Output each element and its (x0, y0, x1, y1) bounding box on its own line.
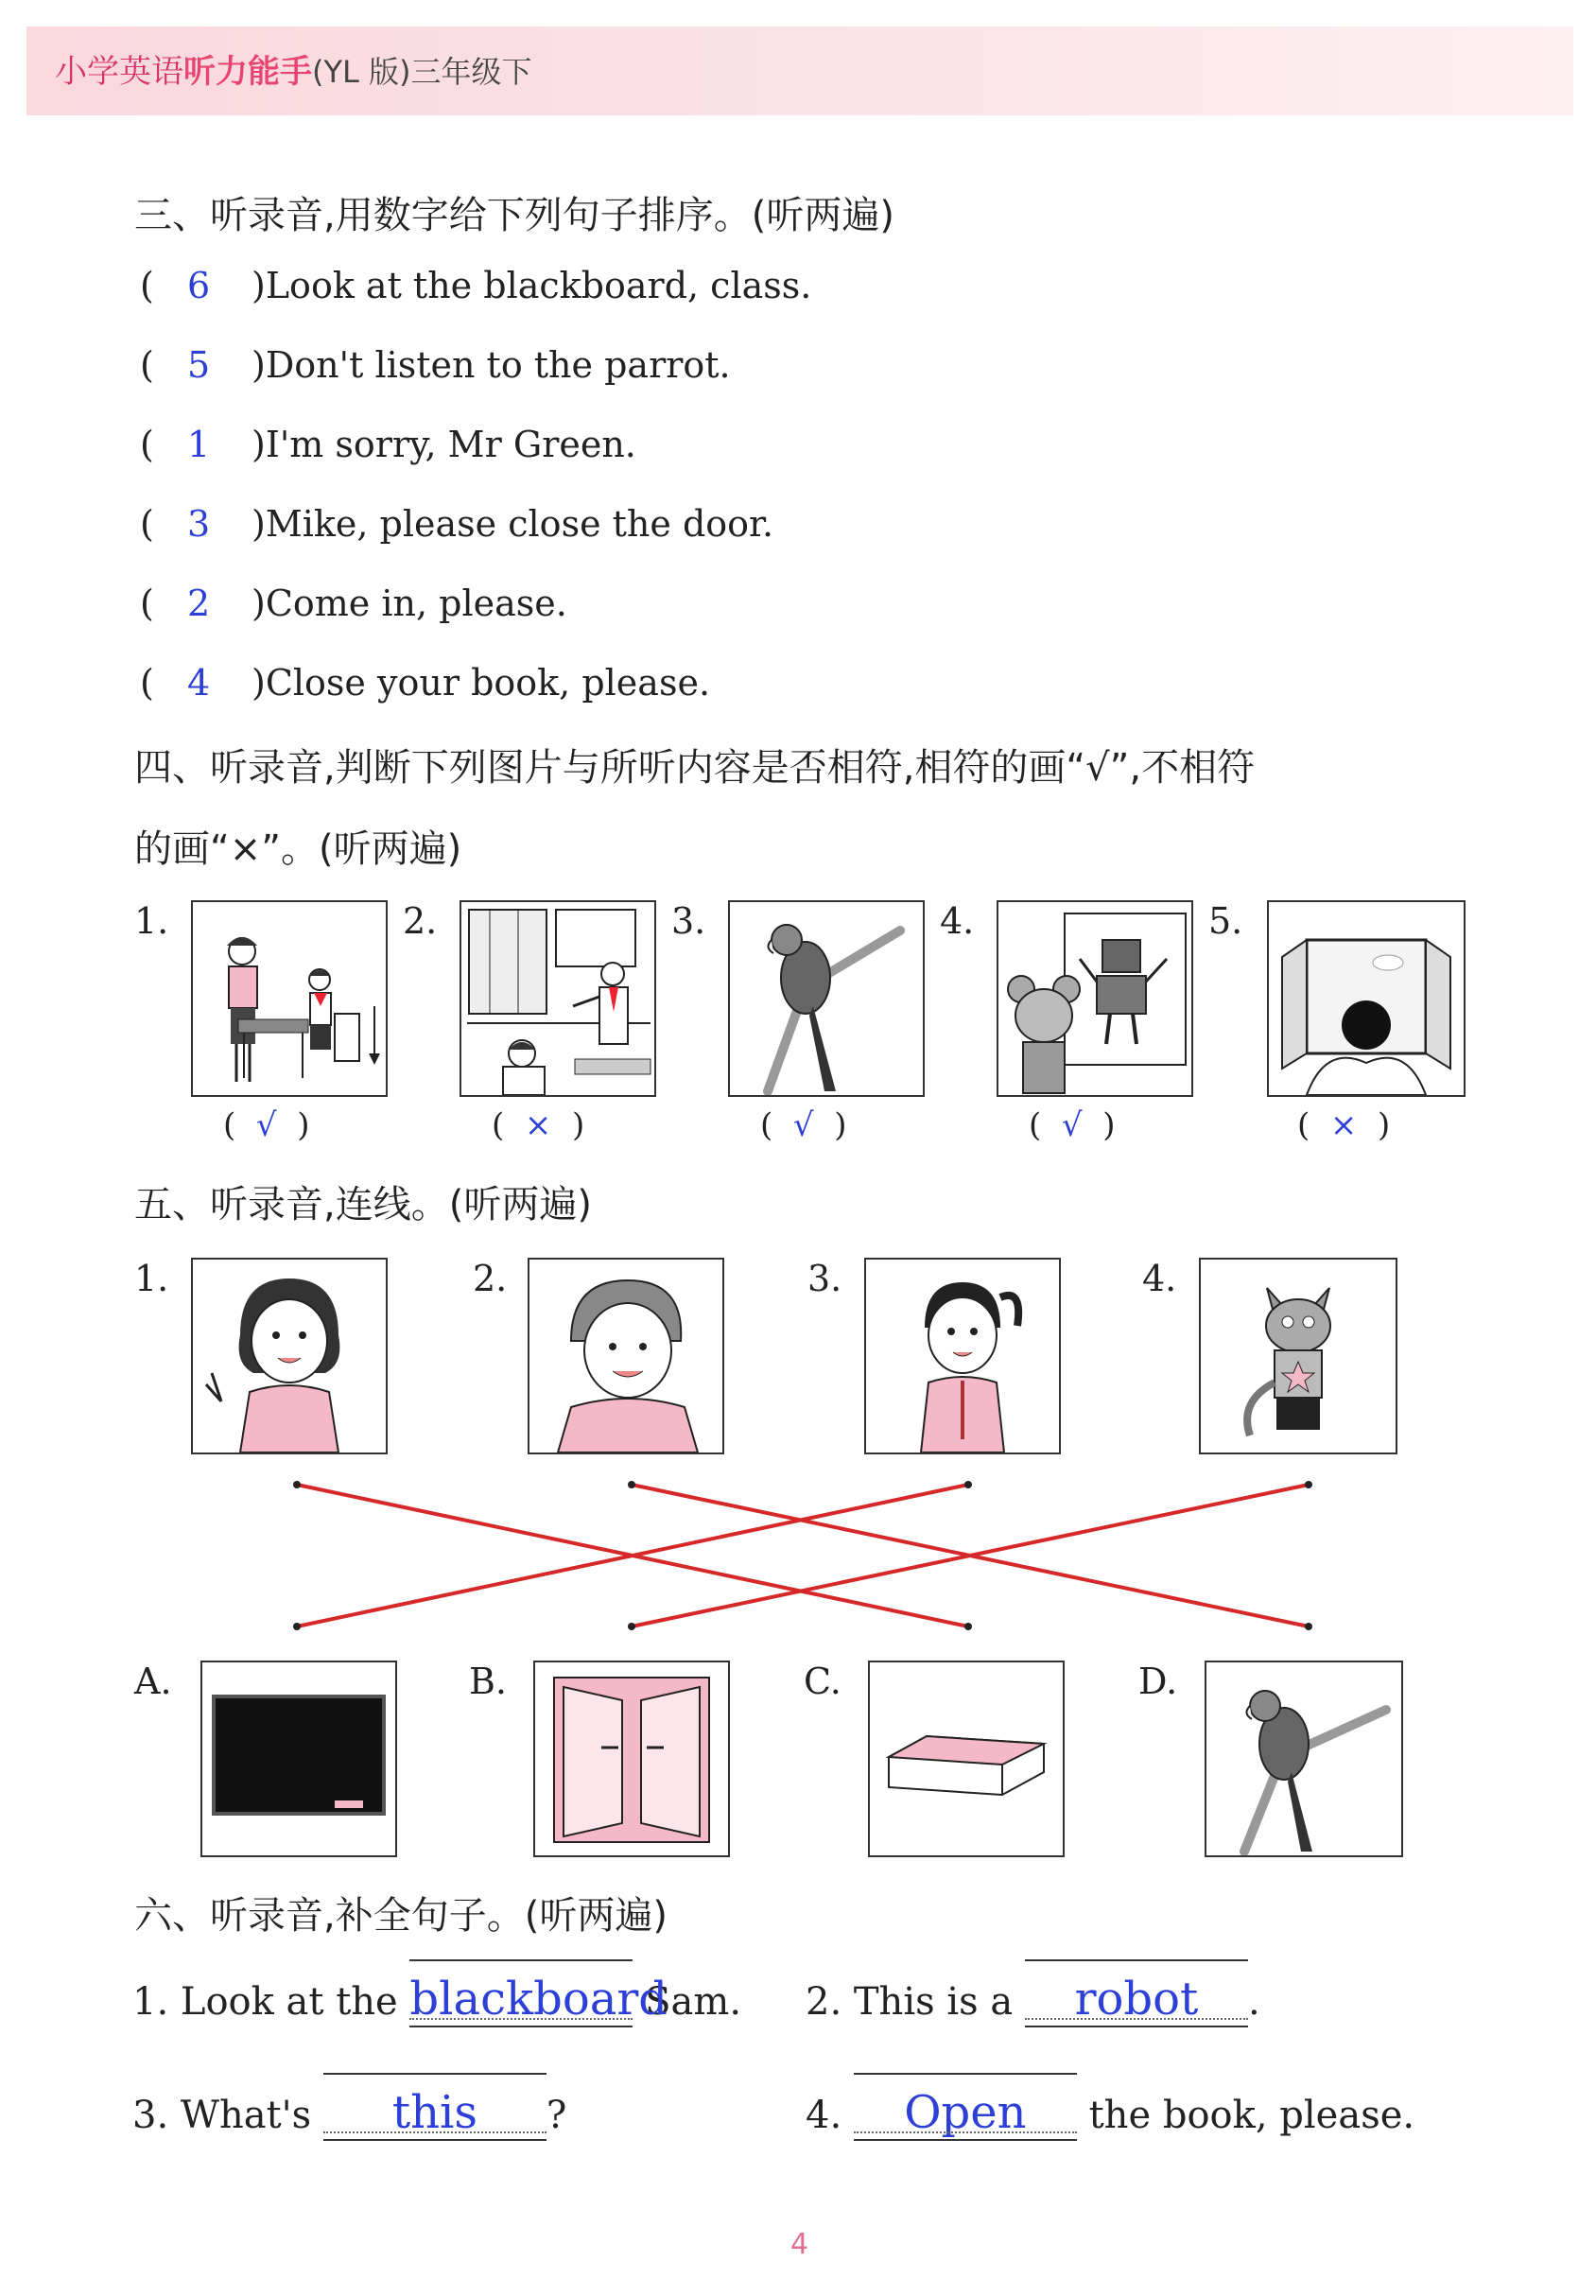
answer-mark: ( × ) (492, 1106, 585, 1144)
dot (1305, 1481, 1312, 1488)
dot (1305, 1623, 1312, 1630)
item-number: 5. (1208, 900, 1243, 942)
item-letter: C. (804, 1661, 841, 1702)
sentence: )I'm sorry, Mr Green. (252, 424, 636, 465)
item-number: 4. (1142, 1258, 1177, 1299)
page-number: 4 (790, 2228, 809, 2261)
dot (293, 1623, 301, 1630)
item-number: 2. (403, 900, 438, 942)
list-item: ( 5 )Don't listen to the parrot. (140, 344, 731, 386)
fill-in-question-2 (806, 1973, 1260, 2027)
brand-bold: 听力能手 (183, 53, 312, 91)
list-item: ( 6 )Look at the blackboard, class. (140, 265, 812, 306)
dot (293, 1481, 301, 1488)
item-number: 1. (134, 900, 169, 942)
section6-title: 六、听录音,补全句子。(听两遍) (134, 1894, 668, 1938)
item-number: 3. (807, 1258, 842, 1299)
dot (964, 1481, 972, 1488)
answer-mark: ( √ ) (223, 1106, 310, 1144)
answer-blank[interactable]: blackboard (409, 1973, 668, 2026)
list-item: ( 1 )I'm sorry, Mr Green. (140, 424, 636, 465)
question-text: 3. What's (132, 2094, 312, 2137)
sentence: )Close your book, please. (252, 662, 711, 704)
question-text: 4. (806, 2094, 842, 2137)
section4-title-line2: 的画“×”。(听两遍) (134, 827, 462, 871)
dot (964, 1623, 972, 1630)
sentence: )Mike, please close the door. (252, 503, 774, 545)
sentence: )Don't listen to the parrot. (252, 344, 731, 386)
item-number: 4. (940, 900, 975, 942)
dot (628, 1481, 635, 1488)
question-text: Sam. (645, 1980, 742, 2024)
sentence: )Look at the blackboard, class. (252, 265, 812, 306)
question-text: . (1247, 1980, 1260, 2024)
section5-title: 五、听录音,连线。(听两遍) (134, 1183, 592, 1226)
answer: 2 (187, 583, 211, 624)
answer-blank[interactable]: robot (1025, 1973, 1248, 2027)
pink-window-icon (533, 1661, 730, 1857)
answer: 1 (187, 424, 211, 465)
brand-prefix: 小学英语 (55, 53, 183, 91)
question-text: 2. This is a (806, 1980, 1014, 2024)
answer-blank[interactable]: this (323, 2086, 546, 2141)
answer: 4 (187, 662, 211, 704)
parrot-icon (1205, 1661, 1403, 1857)
answer-mark: ( √ ) (1029, 1106, 1116, 1144)
eraser-icon (868, 1661, 1065, 1857)
answer: 6 (187, 265, 211, 306)
dot (628, 1623, 635, 1630)
fill-in-question-4 (806, 2086, 1414, 2141)
fill-in-question-1 (132, 1973, 741, 2027)
item-letter: A. (134, 1661, 172, 1702)
item-letter: B. (469, 1661, 508, 1702)
fill-in-question-3 (132, 2086, 566, 2141)
answer: 3 (187, 503, 211, 545)
sentence: )Come in, please. (252, 583, 567, 624)
item-number: 2. (473, 1258, 508, 1299)
question-text: the book, please. (1088, 2094, 1415, 2137)
question-text: ? (546, 2094, 567, 2137)
item-letter: D. (1138, 1661, 1178, 1702)
item-number: 1. (134, 1258, 169, 1299)
answer-mark: ( × ) (1297, 1106, 1391, 1144)
list-item: ( 4 )Close your book, please. (140, 662, 711, 704)
list-item: ( 2 )Come in, please. (140, 583, 567, 624)
edition-grade: (YL 版)三年级下 (312, 54, 532, 90)
answer: 5 (187, 344, 211, 386)
item-number: 3. (671, 900, 706, 942)
section3-title: 三、听录音,用数字给下列句子排序。(听两遍) (134, 194, 894, 237)
answer-mark: ( √ ) (760, 1106, 847, 1144)
section4-title-line1: 四、听录音,判断下列图片与所听内容是否相符,相符的画“√”,不相符 (134, 746, 1256, 790)
list-item: ( 3 )Mike, please close the door. (140, 503, 774, 545)
question-text: 1. Look at the (132, 1980, 398, 2024)
answer-blank[interactable]: Open (854, 2086, 1077, 2141)
blackboard-icon (200, 1661, 397, 1857)
